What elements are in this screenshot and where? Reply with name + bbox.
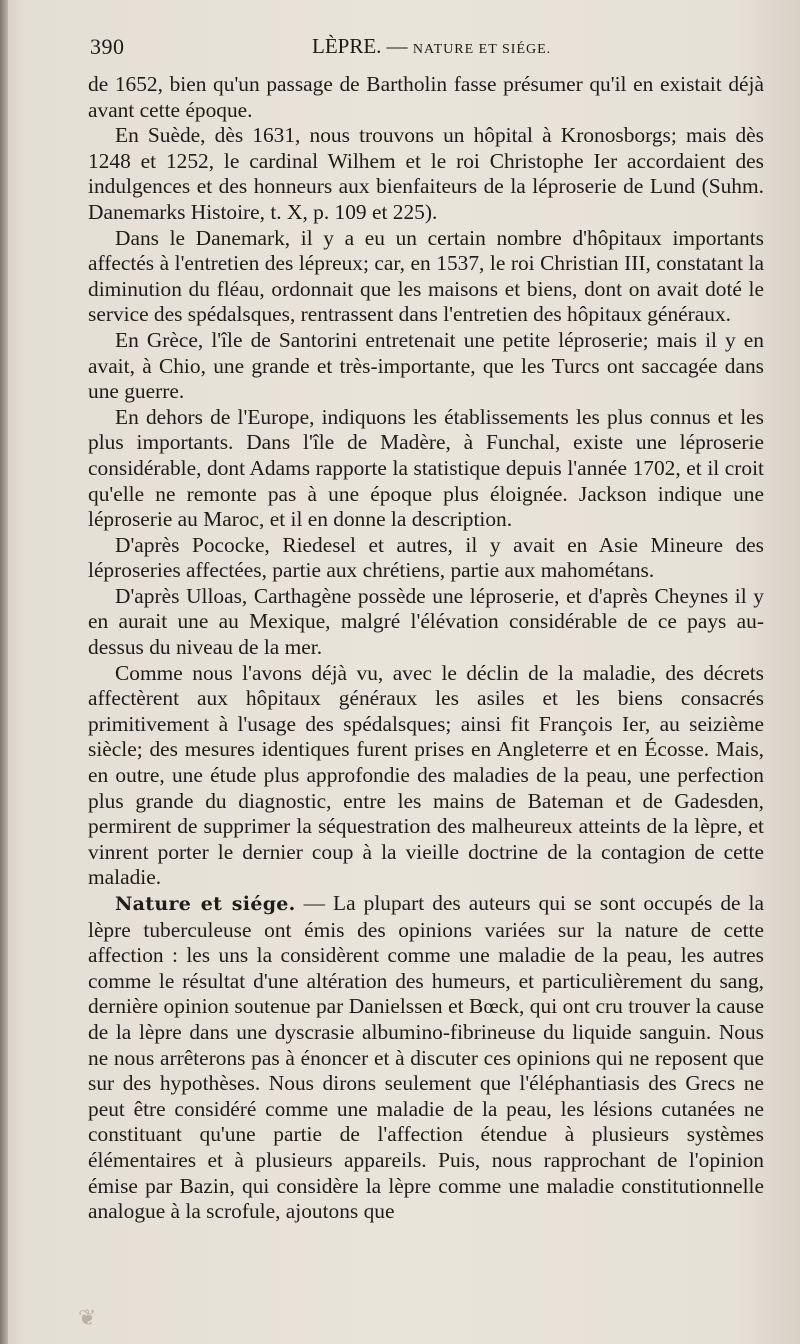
running-head — [312, 34, 551, 59]
page-gutter-shadow — [0, 0, 8, 1344]
section-text: La plupart des auteurs qui se sont occupés de la lèpre tuberculeuse ont émis des opinions variées sur la nature de cette affection : les uns la considèrent comme une maladie de la peau, les autres comme le résultat d'une altération des humeurs, et particulièrement du sang, dernière opinion soutenue par Danielssen et Bœck, qui ont cru trouver la cause de la lèpre dans une dyscrasie albumino-fibrineuse du liquide sanguin. Nous ne nous arrêterons pas à énoncer et à discuter ces opinions qui ne reposent que sur des hypothèses. Nous dirons seulement que l'éléphantiasis des Grecs ne peut être considéré comme une maladie de la peau, les lésions cutanées ne constituant qu'une partie de l'affection étendue à plusieurs systèmes élémentaires et à plusieurs appareils. Puis, nous rapprochant de l'opinion émise par Bazin, qui considère la lèpre comme une maladie constitutionnelle analogue à la scrofule, ajoutons que — [88, 891, 764, 1224]
paragraph-grece: En Grèce, l'île de Santorini entretenait une petite léproserie; mais il y en avait, à Chio, une grande et très-importante, que les Turcs ont saccagée dans une guerre. — [88, 327, 764, 404]
running-head-dash: — — [381, 34, 413, 58]
paragraph-ulloas: D'après Ulloas, Carthagène possède une léproserie, et d'après Cheynes il y en aurait une au Mexique, malgré l'élévation considérable de ce pays au-dessus du niveau de la mer. — [88, 583, 764, 660]
running-head-title: LÈPRE. — [312, 34, 382, 58]
paragraph-danemark: Dans le Danemark, il y a eu un certain nombre d'hôpitaux importants affectés à l'entretien des lépreux; car, en 1537, le roi Christian III, constatant la diminution du fléau, ordonnait que les maisons et biens, dont on avait doté le service des spédalsques, rentrassent dans l'entretien des hôpitaux généraux. — [88, 225, 764, 327]
page-number: 390 — [90, 34, 125, 59]
paragraph-pococke: D'après Pococke, Riedesel et autres, il y avait en Asie Mineure des léproseries affectées, partie aux chrétiens, partie aux mahométans. — [88, 532, 764, 583]
paragraph-suede: En Suède, dès 1631, nous trouvons un hôpital à Kronosborgs; mais dès 1248 et 1252, le cardinal Wilhem et le roi Christophe Ier accordaient des indulgences et des honneurs aux bienfaiteurs de la léproserie de Lund (Suhm. Danemarks Histoire, t. X, p. 109 et 225). — [88, 123, 764, 224]
section-heading: Nature et siége. — [115, 893, 296, 915]
page-header — [90, 34, 770, 64]
library-stamp-mark: ❦ — [78, 1306, 97, 1331]
paragraph-nature-siege — [88, 891, 764, 1225]
body-text — [88, 72, 764, 1225]
paragraph-continuation: de 1652, bien qu'un passage de Bartholin fasse présumer qu'il en existait déjà avant cette époque. — [88, 72, 764, 122]
running-head-section: NATURE ET SIÉGE. — [412, 42, 552, 57]
section-heading-dash: — — [295, 891, 334, 915]
paragraph-declin: Comme nous l'avons déjà vu, avec le déclin de la maladie, des décrets affectèrent aux hôpitaux généraux les asiles et les biens consacrés primitivement à l'usage des spédalsques; ainsi fit François Ier, au seizième siècle; des mesures identiques furent prises en Angleterre et en Écosse. Mais, en outre, une étude plus approfondie des maladies de la peau, une perfection plus grande du diagnostic, entre les mains de Bateman et de Gadesden, permirent de supprimer la séquestration des malheureux atteints de la lèpre, et vinrent porter le dernier coup à la vieille doctrine de la contagion de cette maladie. — [88, 660, 764, 890]
paragraph-hors-europe: En dehors de l'Europe, indiquons les établissements les plus connus et les plus importants. Dans l'île de Madère, à Funchal, existe une léproserie considérable, dont Adams rapporte la statistique depuis l'année 1702, et il croit qu'elle ne remonte pas à une époque plus éloignée. Jackson indique une léproserie au Maroc, et il en donne la description. — [88, 404, 764, 532]
